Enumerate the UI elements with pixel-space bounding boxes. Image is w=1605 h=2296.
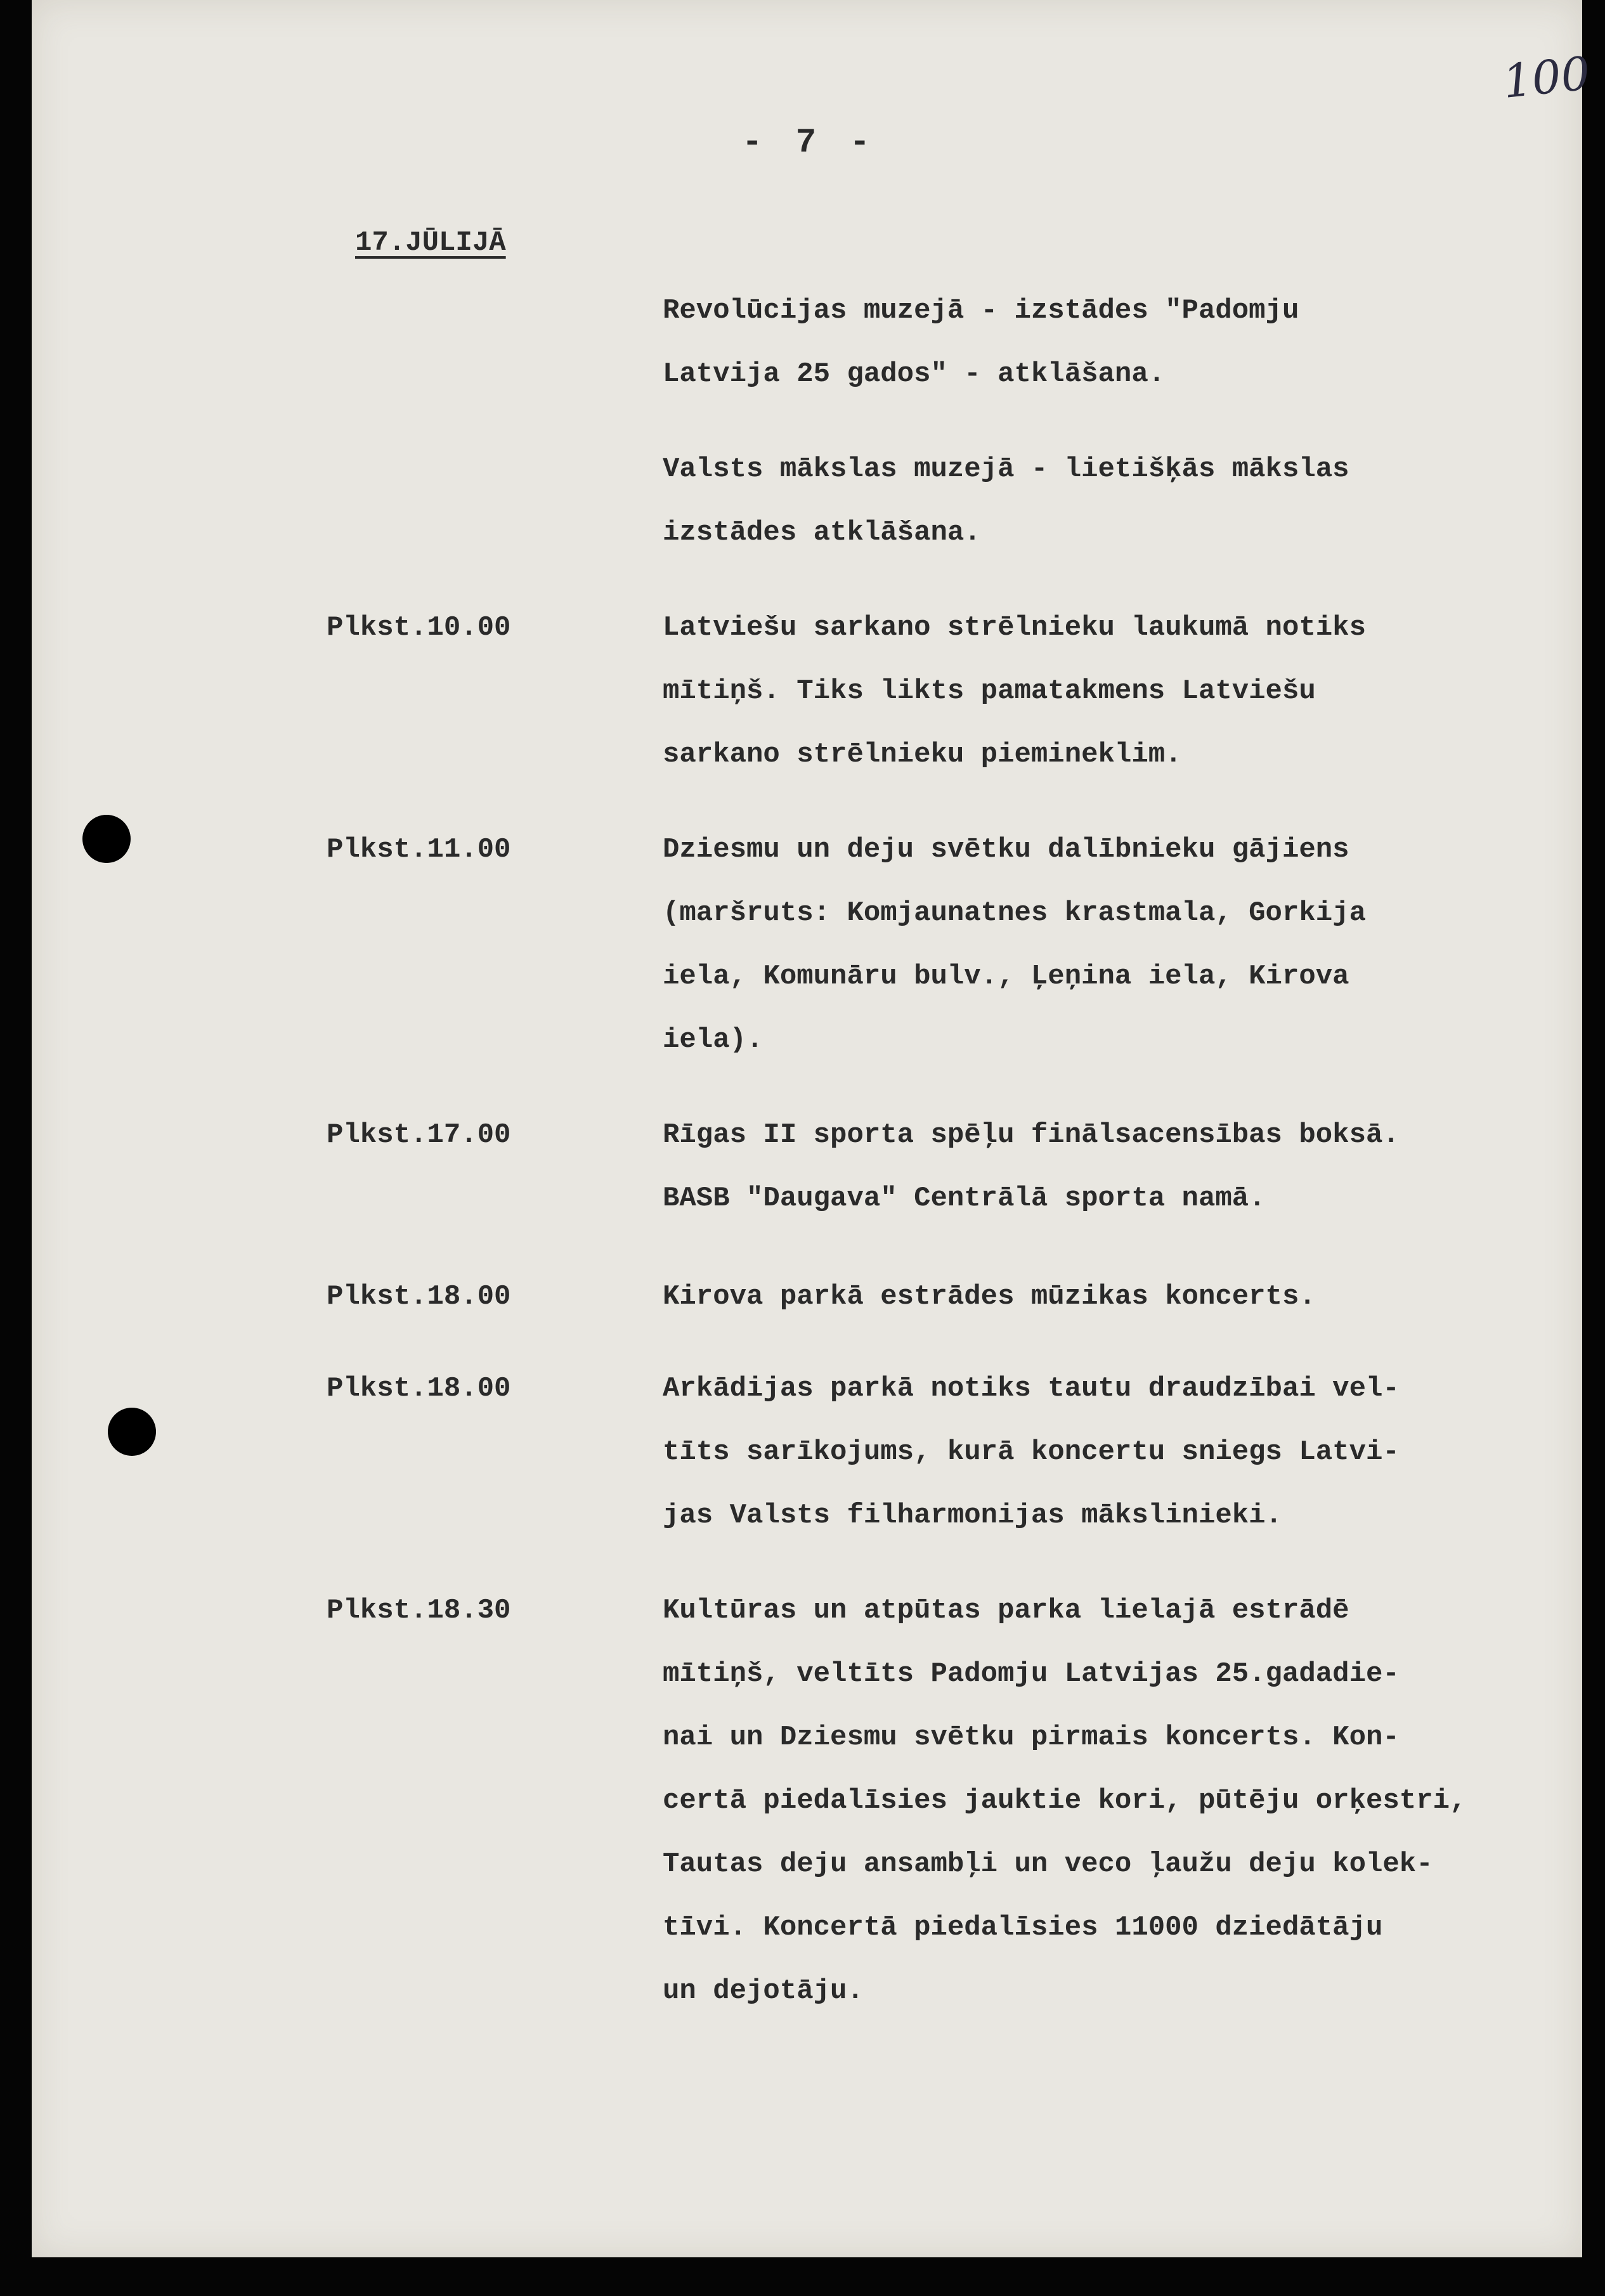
entry-time: Plkst.10.00 xyxy=(327,612,511,644)
entry-text: Rīgas II sporta spēļu finālsacensības boksā. BASB "Daugava" Centrālā sporta namā. xyxy=(663,1119,1400,1214)
entry-time: Plkst.18.00 xyxy=(327,1281,511,1313)
entry-text: Dziesmu un deju svētku dalībnieku gājiens (maršruts: Komjaunatnes krastmala, Gorkija iela, Komunāru bulv., Ļeņina iela, Kirova iela). xyxy=(663,834,1366,1056)
entry-text: Latviešu sarkano strēlnieku laukumā notiks mītiņš. Tiks likts pamatakmens Latviešu sarkano strēlnieku piemineklim. xyxy=(663,612,1366,770)
entry-text: Revolūcijas muzejā - izstādes "Padomju Latvija 25 gados" - atklāšana. xyxy=(663,295,1299,390)
entry-text: Arkādijas parkā notiks tautu draudzībai vel- tīts sarīkojums, kurā koncertu sniegs Latvi- jas Valsts filharmonijas mākslinieki. xyxy=(663,1373,1400,1531)
entry-time: Plkst.18.00 xyxy=(327,1373,511,1404)
document-page xyxy=(32,0,1593,2257)
archive-page-number: 100 xyxy=(1500,46,1593,108)
entry-text: Kirova parkā estrādes mūzikas koncerts. xyxy=(663,1281,1316,1313)
date-heading: 17.JŪLIJĀ xyxy=(355,227,506,259)
entry-text: Valsts mākslas muzejā - lietišķās mākslas izstādes atklāšana. xyxy=(663,453,1349,548)
page-number: - 7 - xyxy=(742,124,877,162)
punch-hole xyxy=(82,815,131,863)
entry-text: Kultūras un atpūtas parka lielajā estrādē mītiņš, veltīts Padomju Latvijas 25.gadadie- nai un Dziesmu svētku pirmais koncerts. Kon- certā piedalīsies jauktie kori, pūtēju orķestri, Tautas deju ansambļi un veco ļaužu deju kolek- tīvi. Koncertā piedalīsies 11000 dziedātāju un dejotāju. xyxy=(663,1595,1467,2007)
entry-time: Plkst.17.00 xyxy=(327,1119,511,1151)
entry-time: Plkst.18.30 xyxy=(327,1595,511,1626)
punch-hole xyxy=(108,1408,156,1456)
entry-time: Plkst.11.00 xyxy=(327,834,511,866)
